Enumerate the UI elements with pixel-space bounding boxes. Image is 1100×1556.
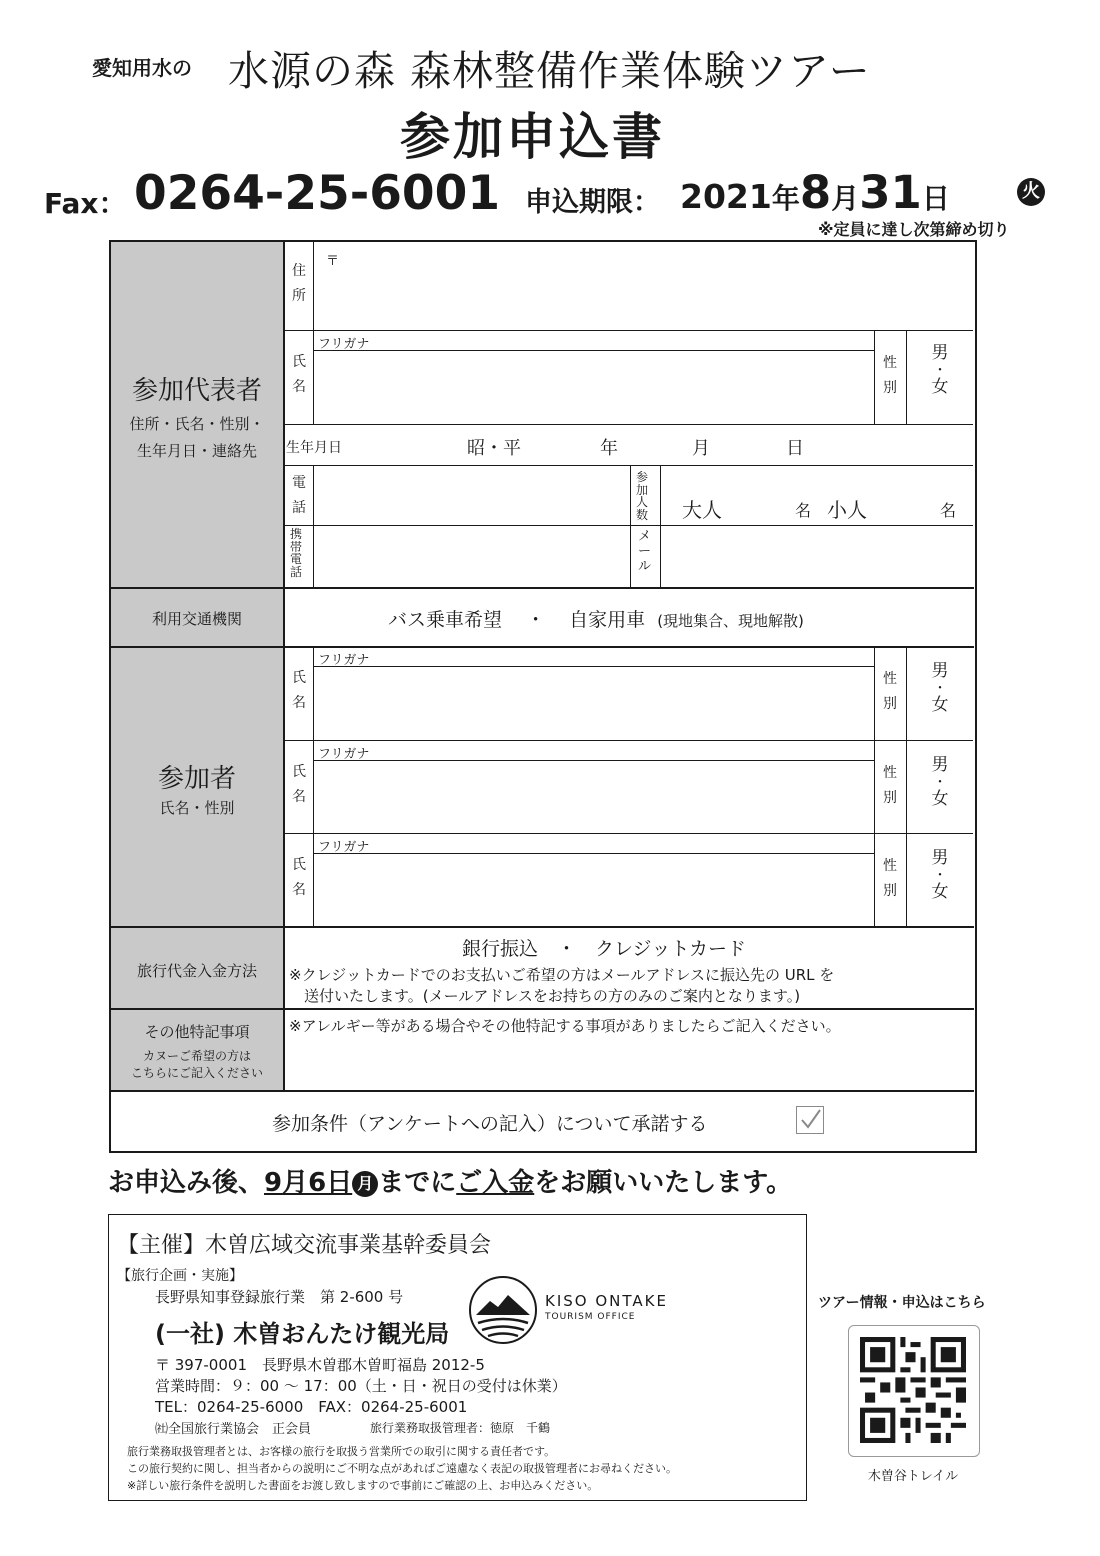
address-label-char: 住 bbox=[292, 263, 306, 279]
rep-name-input[interactable] bbox=[316, 353, 872, 422]
mail-input[interactable] bbox=[664, 528, 970, 585]
qr-code-icon[interactable] bbox=[860, 1337, 966, 1443]
birthday-day-unit: 日 bbox=[786, 438, 804, 459]
payment-note-2: 送付いたします。(メールアドレスをお持ちの方のみのご案内となります。) bbox=[304, 987, 801, 1005]
rep-gender-label-char: 性 bbox=[883, 355, 897, 371]
participant-1-gender-select[interactable] bbox=[908, 662, 972, 716]
adults-unit: 名 bbox=[795, 501, 812, 520]
participant-gender-label-char: 別 bbox=[883, 883, 897, 900]
participant-name-label bbox=[289, 765, 309, 806]
children-label: 小人 bbox=[827, 498, 867, 522]
adults-input[interactable] bbox=[725, 490, 790, 518]
notice-emph: ご入金 bbox=[456, 1168, 535, 1198]
participant-name-label-char: 氏 bbox=[292, 670, 306, 686]
participant-name-label bbox=[289, 858, 309, 899]
transport-options bbox=[388, 605, 804, 632]
representative-subtitle-2: 生年月日・連絡先 bbox=[136, 442, 257, 460]
participant-name-label-char: 氏 bbox=[292, 764, 306, 780]
birthday-year-unit: 年 bbox=[600, 438, 618, 459]
participants-subtitle: 氏名・性別 bbox=[159, 799, 235, 817]
rep-gender-select[interactable] bbox=[908, 344, 972, 398]
participants-title: 参加者 bbox=[157, 764, 236, 794]
gender-male-option[interactable]: 男 bbox=[931, 848, 949, 868]
association: ㈳全国旅行業協会 正会員 bbox=[155, 1422, 312, 1437]
participant-1-name-input[interactable] bbox=[316, 669, 872, 738]
participant-3-furigana-input[interactable] bbox=[380, 835, 870, 851]
representative-title: 参加代表者 bbox=[131, 376, 262, 406]
birthday-era[interactable]: 昭・平 bbox=[467, 438, 521, 459]
deadline-year: 2021 bbox=[680, 177, 772, 216]
deadline-label: 申込期限： bbox=[525, 187, 660, 218]
participant-count-label: 参加人数 bbox=[636, 470, 649, 522]
mobile-input[interactable] bbox=[316, 528, 628, 585]
phone-label bbox=[289, 476, 309, 517]
deadline-date bbox=[680, 166, 950, 219]
children-input[interactable] bbox=[872, 490, 934, 518]
transport-label: 利用交通機関 bbox=[151, 610, 242, 628]
participant-name-label-char: 名 bbox=[292, 695, 306, 712]
gender-dot: ・ bbox=[933, 362, 947, 378]
payment-label: 旅行代金入金方法 bbox=[136, 962, 257, 980]
gender-male-option[interactable]: 男 bbox=[931, 343, 949, 363]
other-sublabel-1: カヌーご希望の方は bbox=[142, 1049, 251, 1063]
participant-gender-label-char: 性 bbox=[883, 858, 897, 874]
rep-name-label-char: 氏 bbox=[292, 354, 306, 370]
header-prefix: 愛知用水の bbox=[92, 56, 192, 80]
company-name: (一社) 木曽おんたけ観光局 bbox=[155, 1320, 450, 1348]
participant-3-name-input[interactable] bbox=[316, 856, 872, 924]
rep-gender-label bbox=[880, 356, 900, 397]
participant-name-label-char: 名 bbox=[292, 882, 306, 899]
notice-prefix: お申込み後、 bbox=[108, 1168, 265, 1198]
gender-female-option[interactable]: 女 bbox=[931, 789, 949, 810]
notice-date: 9月6日 bbox=[264, 1168, 353, 1198]
phone-input[interactable] bbox=[316, 468, 628, 523]
gender-female-option[interactable]: 女 bbox=[931, 695, 949, 716]
notice-suffix: をお願いいたします。 bbox=[534, 1168, 793, 1198]
fine-print-1: 旅行業務取扱管理者とは、お客様の旅行を取扱う営業所での取引に関する責任者です。 bbox=[127, 1445, 556, 1458]
rep-furigana-input[interactable] bbox=[380, 332, 870, 349]
other-label: その他特記事項 bbox=[144, 1023, 250, 1041]
participant-1-furigana-input[interactable] bbox=[380, 649, 870, 665]
phone-label-char: 話 bbox=[292, 500, 306, 517]
other-input[interactable] bbox=[290, 1036, 970, 1086]
participant-3-gender-select[interactable] bbox=[908, 849, 972, 903]
logo-sub: TOURISM OFFICE bbox=[545, 1312, 636, 1322]
kiso-ontake-logo bbox=[468, 1275, 538, 1345]
qr-heading: ツアー情報・申込はこちら bbox=[818, 1295, 986, 1311]
gender-dot: ・ bbox=[933, 774, 947, 790]
rep-name-label-char: 名 bbox=[292, 379, 306, 396]
participant-gender-label-char: 性 bbox=[883, 765, 897, 781]
bus-option[interactable]: バス乗車希望 bbox=[388, 609, 503, 631]
gender-dot: ・ bbox=[933, 680, 947, 696]
deadline-note: ※定員に達し次第締め切り bbox=[818, 220, 1010, 239]
participant-furigana-label: フリガナ bbox=[318, 747, 370, 762]
logo-name: KISO ONTAKE bbox=[545, 1292, 668, 1310]
fine-print-2: この旅行契約に関し、担当者からの説明にご不明な点があればご遠慮なく表記の取扱管理者にお尋ねください。 bbox=[127, 1462, 677, 1475]
participant-name-label bbox=[289, 671, 309, 712]
deadline-year-unit: 年 bbox=[771, 182, 800, 215]
deadline-day: 31 bbox=[859, 166, 922, 219]
fine-print-3: ※詳しい旅行条件を説明した書面をお渡し致しますので事前にご確認の上、お申込みください。 bbox=[127, 1479, 599, 1492]
deadline-month-unit: 月 bbox=[831, 182, 860, 215]
participant-furigana-label: フリガナ bbox=[318, 653, 370, 668]
adults-label: 大人 bbox=[682, 498, 722, 522]
address-label bbox=[289, 264, 309, 305]
car-option[interactable]: 自家用車 bbox=[569, 609, 646, 631]
form-title: 参加申込書 bbox=[400, 108, 665, 166]
tel-fax: TEL：0264-25-6000 FAX：0264-25-6001 bbox=[155, 1398, 468, 1416]
gender-female-option[interactable]: 女 bbox=[931, 377, 949, 398]
qr-caption: 木曽谷トレイル bbox=[867, 1469, 959, 1484]
representative-subtitle-1: 住所・氏名・性別・ bbox=[129, 415, 265, 433]
address-label-char: 所 bbox=[292, 288, 306, 305]
participant-name-label-char: 名 bbox=[292, 789, 306, 806]
phone-label-char: 電 bbox=[292, 475, 306, 491]
birthday-label: 生年月日 bbox=[286, 440, 342, 456]
participant-name-label-char: 氏 bbox=[292, 857, 306, 873]
car-option-note: (現地集合、現地解散) bbox=[657, 612, 804, 630]
mail-label: メール bbox=[638, 529, 652, 574]
participant-gender-label bbox=[880, 672, 900, 713]
other-note: ※アレルギー等がある場合やその他特記する事項がありましたらご記入ください。 bbox=[289, 1017, 841, 1035]
agreement-text: 参加条件（アンケートへの記入）について承諾する bbox=[272, 1113, 708, 1135]
rep-furigana-label: フリガナ bbox=[318, 337, 370, 352]
birthday-month-unit: 月 bbox=[692, 438, 710, 459]
organizer-host: 【主催】木曽広域交流事業基幹委員会 bbox=[117, 1233, 492, 1258]
gender-dot: ・ bbox=[933, 867, 947, 883]
payment-notice bbox=[108, 1162, 792, 1199]
gender-female-option[interactable]: 女 bbox=[931, 882, 949, 903]
participant-gender-label bbox=[880, 766, 900, 807]
participant-2-furigana-input[interactable] bbox=[380, 742, 870, 758]
fax-label: Fax： bbox=[44, 187, 127, 220]
payment-note-1: ※クレジットカードでのお支払いご希望の方はメールアドレスに振込先の URL を bbox=[289, 966, 835, 984]
check-icon bbox=[797, 1107, 823, 1133]
address-input[interactable] bbox=[340, 243, 970, 328]
participant-furigana-label: フリガナ bbox=[318, 840, 370, 855]
organizer-address: 〒 397-0001 長野県木曽郡木曽町福島 2012-5 bbox=[155, 1356, 485, 1374]
gender-male-option[interactable]: 男 bbox=[931, 661, 949, 681]
payment-options[interactable]: 銀行振込 ・ クレジットカード bbox=[462, 938, 746, 960]
rep-name-label bbox=[289, 355, 309, 396]
other-sublabel-2: こちらにご記入ください bbox=[130, 1066, 263, 1080]
agreement-checkbox[interactable] bbox=[796, 1106, 824, 1134]
fax-number: 0264-25-6001 bbox=[134, 166, 501, 221]
rep-gender-label-char: 別 bbox=[883, 380, 897, 397]
business-hours: 営業時間：９：00 〜 17：00（土・日・祝日の受付は休業） bbox=[155, 1377, 567, 1395]
children-unit: 名 bbox=[940, 501, 957, 520]
travel-manager: 旅行業務取扱管理者：徳原 千鶴 bbox=[370, 1421, 551, 1435]
participant-gender-label-char: 別 bbox=[883, 790, 897, 807]
participant-2-name-input[interactable] bbox=[316, 763, 872, 831]
participant-2-gender-select[interactable] bbox=[908, 756, 972, 810]
notice-weekday-badge: 月 bbox=[352, 1171, 378, 1197]
deadline-month: 8 bbox=[799, 166, 832, 219]
notice-mid: までに bbox=[378, 1168, 457, 1198]
participant-gender-label-char: 別 bbox=[883, 696, 897, 713]
postal-mark: 〒 bbox=[326, 254, 340, 269]
deadline-day-unit: 日 bbox=[921, 182, 950, 215]
planning-label: 【旅行企画・実施】 bbox=[117, 1268, 243, 1284]
deadline-weekday-badge: 火 bbox=[1017, 178, 1045, 206]
tour-title: 水源の森 森林整備作業体験ツアー bbox=[228, 47, 871, 95]
registration: 長野県知事登録旅行業 第 2-600 号 bbox=[155, 1288, 404, 1306]
gender-male-option[interactable]: 男 bbox=[931, 755, 949, 775]
participant-gender-label bbox=[880, 859, 900, 900]
participant-gender-label-char: 性 bbox=[883, 671, 897, 687]
transport-separator: ・ bbox=[526, 609, 546, 631]
mobile-label: 携帯電話 bbox=[290, 527, 303, 579]
